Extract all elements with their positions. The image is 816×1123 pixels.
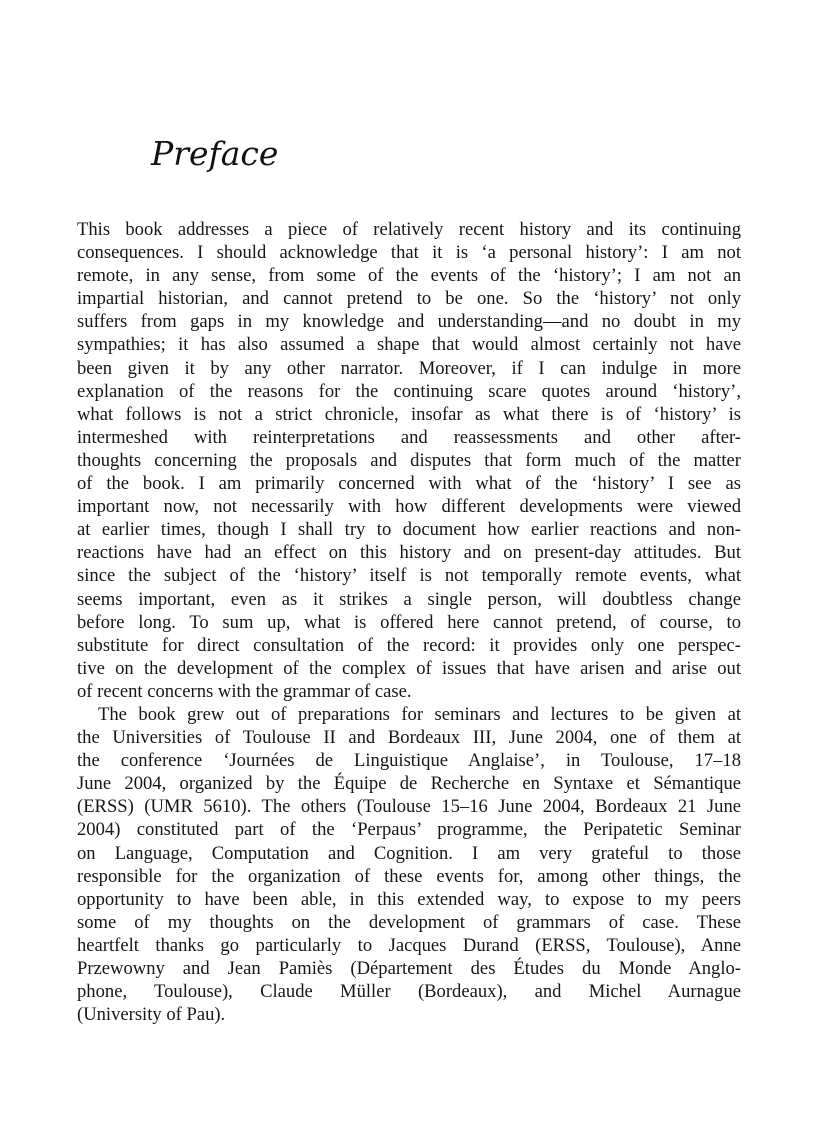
text-line: remote, in any sense, from some of the events of the ‘history’; I am not an [77,265,741,287]
text-line: 2004) constituted part of the ‘Perpaus’ programme, the Peripatetic Seminar [77,819,741,841]
text-line: opportunity to have been able, in this extended way, to expose to my peers [77,888,741,910]
text-line: important now, not necessarily with how different developments were viewed [77,496,741,518]
preface-body [77,218,741,1026]
text-line: responsible for the organization of these events for, among other things, the [77,865,741,887]
text-line: heartfelt thanks go particularly to Jacques Durand (ERSS, Toulouse), Anne [77,934,741,956]
text-line: the Universities of Toulouse II and Bordeaux III, June 2004, one of them at [77,727,741,749]
text-line: substitute for direct consultation of the record: it provides only one perspec- [77,634,741,656]
text-line: sympathies; it has also assumed a shape that would almost certainly not have [77,334,741,356]
text-line: The book grew out of preparations for seminars and lectures to be given at [98,703,741,725]
text-line: thoughts concerning the proposals and disputes that form much of the matter [77,449,741,471]
text-line: (University of Pau). [77,1004,226,1026]
text-line: (ERSS) (UMR 5610). The others (Toulouse 15–16 June 2004, Bordeaux 21 June [77,796,741,818]
paragraph-2 [77,703,741,1026]
text-line: been given it by any other narrator. Moreover, if I can indulge in more [77,357,741,379]
text-line: June 2004, organized by the Équipe de Recherche en Syntaxe et Sémantique [77,773,741,795]
text-line: seems important, even as it strikes a single person, will doubtless change [77,588,741,610]
text-line: Przewowny and Jean Pamiès (Département des Études du Monde Anglo- [77,958,741,979]
text-line: the conference ‘Journées de Linguistique Anglaise’, in Toulouse, 17–18 [77,750,741,772]
text-line: on Language, Computation and Cognition. I am very grateful to those [77,842,741,864]
text-line: This book addresses a piece of relatively recent history and its continuing [77,219,741,240]
text-line: tive on the development of the complex of issues that have arisen and arise out [77,657,741,679]
text-line: phone, Toulouse), Claude Müller (Bordeaux), and Michel Aurnague [77,981,741,1003]
text-line: of the book. I am primarily concerned with what of the ‘history’ I see as [77,473,741,495]
text-line: since the subject of the ‘history’ itself is not temporally remote events, what [77,565,741,587]
text-line: reactions have had an effect on this history and on present-day attitudes. But [77,542,741,564]
text-line: of recent concerns with the grammar of case. [77,680,412,702]
text-line: at earlier times, though I shall try to document how earlier reactions and non- [77,519,741,541]
text-line: explanation of the reasons for the continuing scare quotes around ‘history’, [77,380,741,402]
text-line: intermeshed with reinterpretations and reassessments and other after- [77,426,741,448]
text-line: what follows is not a strict chronicle, insofar as what there is of ‘history’ is [77,403,741,425]
text-line: suffers from gaps in my knowledge and understanding—and no doubt in my [77,311,741,333]
text-line: impartial historian, and cannot pretend to be one. So the ‘history’ not only [77,288,741,310]
text-line: consequences. I should acknowledge that it is ‘a personal history’: I am not [77,242,741,264]
paragraph-1 [77,218,741,703]
page-title: Preface [151,134,279,173]
text-line: before long. To sum up, what is offered here cannot pretend, of course, to [77,611,741,633]
text-line: some of my thoughts on the development of grammars of case. These [77,911,741,933]
